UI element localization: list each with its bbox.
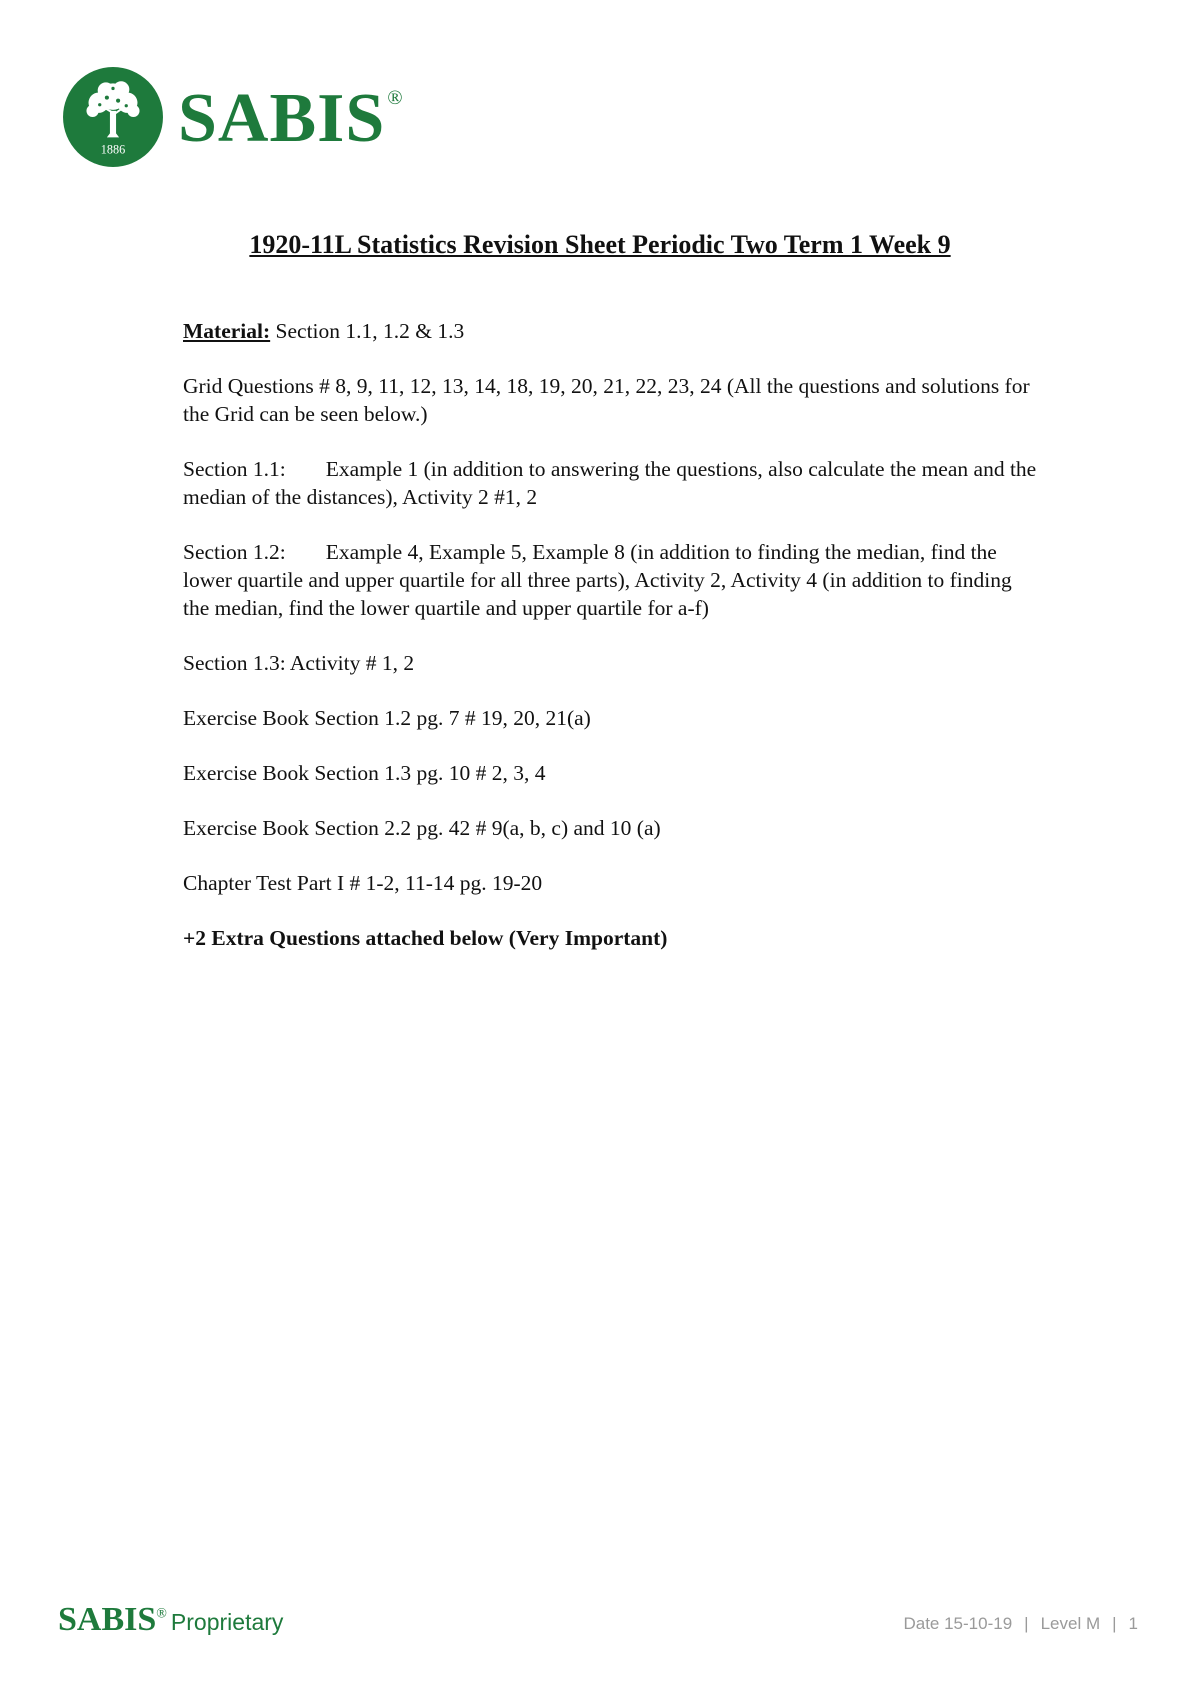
footer-brand bbox=[58, 1601, 283, 1639]
material-label: Material: bbox=[183, 319, 271, 343]
section-1-2-line bbox=[183, 538, 1043, 622]
footer-meta bbox=[903, 1614, 1138, 1634]
footer-registered-mark: ® bbox=[156, 1606, 167, 1622]
document-body bbox=[183, 317, 1043, 979]
footer-separator: | bbox=[1112, 1614, 1117, 1633]
extra-questions-note: +2 Extra Questions attached below (Very Important) bbox=[183, 926, 668, 950]
page-number: 1 bbox=[1128, 1614, 1138, 1633]
grid-questions: Grid Questions # 8, 9, 11, 12, 13, 14, 18, 19, 20, 21, 22, 23, 24 (All the questions and solutions for the Grid can be seen below.) bbox=[183, 374, 1030, 426]
exercise-line-3: Exercise Book Section 2.2 pg. 42 # 9(a, b, c) and 10 (a) bbox=[183, 816, 661, 840]
footer-proprietary: Proprietary bbox=[170, 1609, 284, 1635]
footer-brand-text: SABIS bbox=[58, 1601, 157, 1638]
footer-level: Level M bbox=[1040, 1614, 1101, 1633]
material-value: Section 1.1, 1.2 & 1.3 bbox=[270, 319, 465, 343]
footer-separator: | bbox=[1024, 1614, 1029, 1633]
footer-date: Date 15-10-19 bbox=[903, 1614, 1013, 1633]
brand-name bbox=[178, 80, 404, 157]
section-1-2-text: Example 4, Example 5, Example 8 (in addition to finding the median, find the lower quartile and upper quartile for all three parts), Activity 2, Activity 4 (in addition to finding the median, find the lower quartile and upper quartile for a-f) bbox=[183, 540, 1012, 620]
seal-year: 1886 bbox=[100, 142, 126, 157]
exercise-line-1: Exercise Book Section 1.2 pg. 7 # 19, 20, 21(a) bbox=[183, 706, 591, 730]
section-1-3-line: Section 1.3: Activity # 1, 2 bbox=[183, 651, 415, 675]
material-line bbox=[183, 317, 1043, 345]
section-1-1-text: Example 1 (in addition to answering the questions, also calculate the mean and the median of the distances), Activity 2 #1, 2 bbox=[183, 457, 1037, 509]
sabis-logo bbox=[62, 66, 404, 168]
section-1-2-label: Section 1.2: bbox=[183, 540, 286, 564]
brand-text: SABIS bbox=[178, 80, 386, 157]
registered-mark: ® bbox=[387, 87, 404, 109]
exercise-line-2: Exercise Book Section 1.3 pg. 10 # 2, 3, 4 bbox=[183, 761, 546, 785]
section-1-1-label: Section 1.1: bbox=[183, 457, 286, 481]
chapter-test-line: Chapter Test Part I # 1-2, 11-14 pg. 19-20 bbox=[183, 871, 543, 895]
page-title: 1920-11L Statistics Revision Sheet Periodic Two Term 1 Week 9 bbox=[249, 230, 951, 259]
tree-seal-icon bbox=[62, 66, 164, 168]
section-1-1-line bbox=[183, 455, 1043, 511]
